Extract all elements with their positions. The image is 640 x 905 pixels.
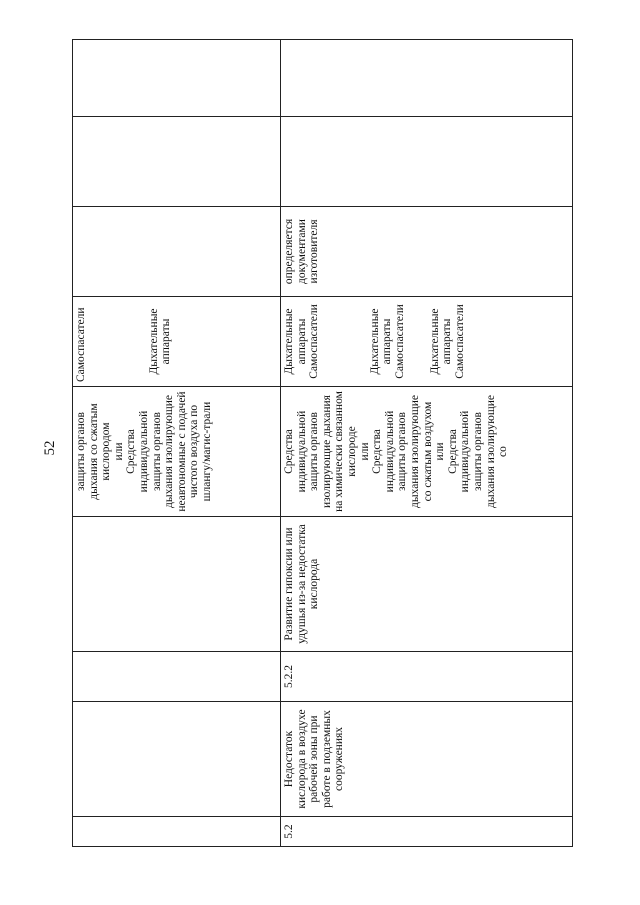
means-text: Средства индивидуальной защиты органов изолирующие дыхания на химически связанном кислороде или Средства индивидуальной защиты органов дыхания изолирующие со сжатым воздухом или Средства индивидуальной защиты органов дыхания изолирующие со [283, 391, 510, 512]
cell-types [73, 297, 281, 387]
cell-note [281, 40, 573, 117]
types-text: Самоспасатели [453, 304, 466, 379]
cell-number [73, 817, 281, 847]
cell-note [73, 40, 281, 117]
cell-means [73, 387, 281, 517]
types-text: Самоспасатели [308, 304, 321, 379]
page-number: 52 [42, 440, 58, 456]
cell-number: 5.2 [281, 817, 573, 847]
means-text: защиты органов дыхания со сжатым кислородом или Средства индивидуальной защиты органов дыхания изолирующие неавтономные с подачей чистого воздуха по шлангу/магис-трали [75, 391, 213, 512]
types-text: Самоспасатели [75, 307, 87, 382]
cell-extra [281, 117, 573, 207]
cell-term: определяется документами изготовителя [281, 207, 573, 297]
types-text: Самоспасатели [393, 304, 406, 379]
rotated-table-wrapper [72, 40, 572, 847]
cell-types [281, 297, 573, 387]
table-row [281, 40, 573, 847]
cell-subnumber [73, 652, 281, 702]
cell-hazard [73, 702, 281, 817]
cell-hazard: Недостаток кислорода в воздухе рабочей зоны при работе в подземных сооружениях [281, 702, 573, 817]
types-text: Дыхательные аппараты [428, 308, 454, 375]
cell-event [73, 517, 281, 652]
cell-means [281, 387, 573, 517]
cell-event: Развитие гипоксии или удушья из-за недостатка кислорода [281, 517, 573, 652]
ppe-table [72, 39, 573, 847]
cell-term [73, 207, 281, 297]
table-row [73, 40, 281, 847]
cell-subnumber: 5.2.2 [281, 652, 573, 702]
types-text: Дыхательные аппараты [368, 308, 394, 375]
types-text: Дыхательные аппараты [147, 308, 173, 375]
cell-extra [73, 117, 281, 207]
types-text: Дыхательные аппараты [283, 308, 308, 375]
